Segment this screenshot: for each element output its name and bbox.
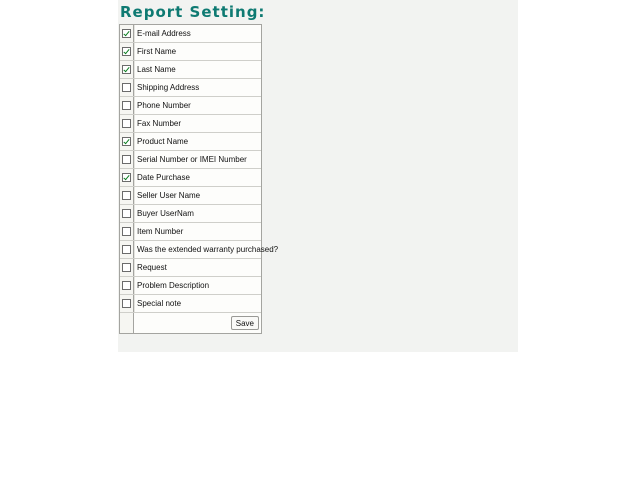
field-label: First Name [134, 43, 261, 60]
field-label: Fax Number [134, 115, 261, 132]
field-checkbox[interactable] [122, 29, 131, 38]
field-label: Buyer UserNam [134, 205, 261, 222]
table-row [120, 150, 261, 168]
checkbox-cell [120, 79, 134, 96]
field-checkbox[interactable] [122, 119, 131, 128]
checkbox-cell [120, 241, 134, 258]
checkbox-cell [120, 43, 134, 60]
checkbox-cell [120, 169, 134, 186]
checkbox-cell [120, 61, 134, 78]
field-label: Last Name [134, 61, 261, 78]
field-checkbox[interactable] [122, 65, 131, 74]
table-row [120, 96, 261, 114]
field-checkbox[interactable] [122, 209, 131, 218]
field-checkbox[interactable] [122, 101, 131, 110]
table-row [120, 114, 261, 132]
field-checkbox[interactable] [122, 227, 131, 236]
checkbox-cell [120, 259, 134, 276]
table-row [120, 276, 261, 294]
table-row [120, 186, 261, 204]
checkbox-cell [120, 223, 134, 240]
field-checkbox[interactable] [122, 299, 131, 308]
field-checkbox[interactable] [122, 155, 131, 164]
field-label: Product Name [134, 133, 261, 150]
table-row [120, 240, 279, 258]
table-row [120, 168, 261, 186]
field-label: Problem Description [134, 277, 261, 294]
table-row [120, 258, 261, 276]
field-label: Phone Number [134, 97, 261, 114]
field-checkbox[interactable] [122, 281, 131, 290]
field-label: E-mail Address [134, 25, 261, 42]
checkbox-cell [120, 151, 134, 168]
table-row [120, 294, 261, 312]
checkbox-cell [120, 115, 134, 132]
save-cell [134, 313, 261, 333]
checkbox-cell [120, 295, 134, 312]
checkbox-cell [120, 205, 134, 222]
save-row [120, 312, 261, 333]
empty-cell [120, 313, 134, 333]
table-row [120, 78, 261, 96]
save-button[interactable]: Save [231, 316, 259, 330]
field-checkbox[interactable] [122, 137, 131, 146]
table-row [120, 204, 261, 222]
field-checkbox[interactable] [122, 47, 131, 56]
table-row [120, 132, 261, 150]
checkbox-cell [120, 277, 134, 294]
checkbox-cell [120, 133, 134, 150]
checkbox-cell [120, 97, 134, 114]
field-checkbox[interactable] [122, 173, 131, 182]
field-label: Shipping Address [134, 79, 261, 96]
table-row [120, 60, 261, 78]
field-label: Was the extended warranty purchased? [134, 241, 278, 258]
table-row [120, 222, 261, 240]
table-row [120, 25, 261, 42]
field-label: Request [134, 259, 261, 276]
checkbox-cell [120, 187, 134, 204]
table-row [120, 42, 261, 60]
page-title: Report Setting: [120, 3, 266, 21]
checkbox-cell [120, 25, 134, 42]
field-checkbox[interactable] [122, 263, 131, 272]
report-fields-table [119, 24, 279, 334]
field-label: Special note [134, 295, 261, 312]
field-checkbox[interactable] [122, 83, 131, 92]
field-label: Date Purchase [134, 169, 261, 186]
field-label: Item Number [134, 223, 261, 240]
field-checkbox[interactable] [122, 191, 131, 200]
field-label: Seller User Name [134, 187, 261, 204]
field-label: Serial Number or IMEI Number [134, 151, 261, 168]
field-checkbox[interactable] [122, 245, 131, 254]
